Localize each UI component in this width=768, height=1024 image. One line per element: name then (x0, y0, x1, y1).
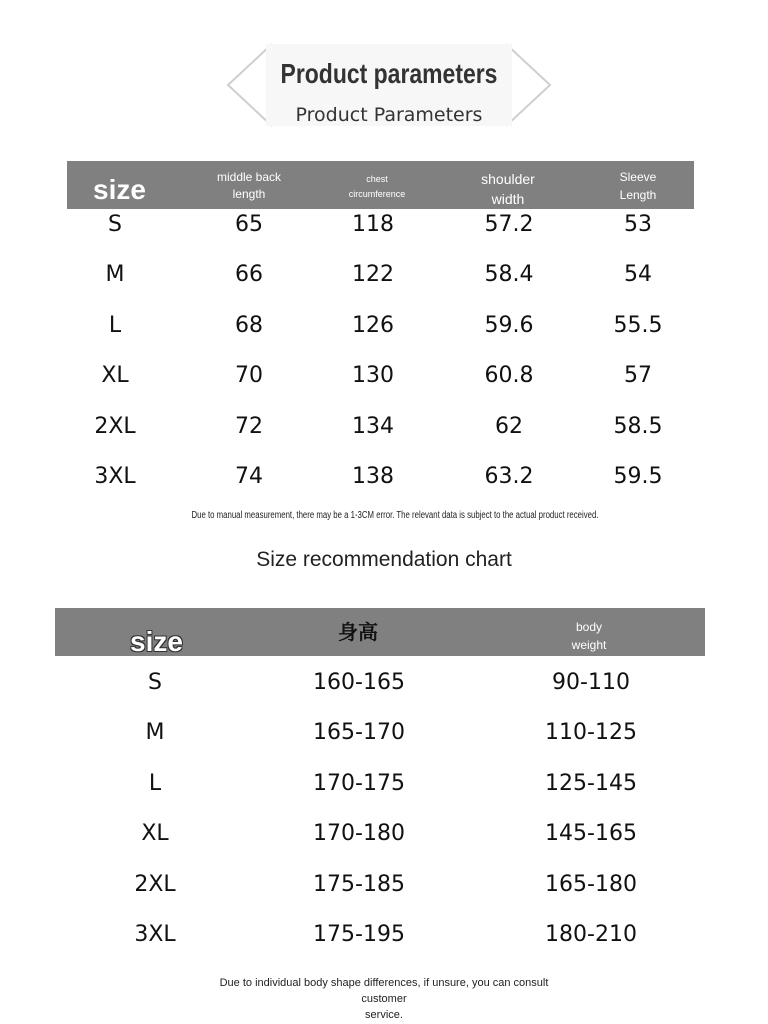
size-cell: S (148, 670, 162, 695)
sleeve-cell: 55.5 (613, 313, 663, 338)
chest-cell: 130 (352, 363, 394, 388)
size-cell: XL (141, 821, 169, 846)
sleeve-cell: 57 (624, 363, 652, 388)
back-length-cell: 74 (235, 464, 263, 489)
size-column-header: size (130, 626, 183, 657)
header-line: length (232, 187, 266, 201)
size-cell: L (148, 771, 162, 796)
sleeve-cell: 58.5 (613, 414, 663, 439)
height-cell: 170-180 (313, 821, 405, 846)
back-length-cell: 65 (235, 212, 263, 237)
height-cell: 160-165 (313, 670, 405, 695)
header-line: Length (619, 188, 657, 202)
header-line: weight (571, 638, 607, 652)
sleeve-cell: 59.5 (613, 464, 663, 489)
height-cell: 175-185 (313, 872, 405, 897)
header-line: middle back (216, 170, 282, 184)
chest-cell: 134 (352, 414, 394, 439)
shoulder-width-header (458, 169, 558, 209)
header-line: Sleeve (619, 170, 657, 184)
weight-cell: 110-125 (545, 720, 637, 745)
note-line: service. (365, 1009, 403, 1021)
weight-cell: 90-110 (552, 670, 630, 695)
size-cell: L (108, 313, 122, 338)
header-line: shoulder (481, 171, 535, 187)
consult-note (200, 975, 568, 1023)
height-cell: 165-170 (313, 720, 405, 745)
sleeve-length-header (588, 168, 688, 204)
measurement-note: Due to manual measurement, there may be a 1-3CM error. The relevant data is subject to the actual product received. (191, 510, 599, 521)
header-line: width (491, 191, 525, 207)
chest-cell: 126 (352, 313, 394, 338)
recommendation-title: Size recommendation chart (256, 548, 512, 571)
height-cell: 170-175 (313, 771, 405, 796)
size-cell: XL (101, 363, 129, 388)
header-line: chest (366, 174, 388, 184)
chest-cell: 122 (352, 262, 394, 287)
back-length-cell: 70 (235, 363, 263, 388)
size-cell: 2XL (94, 414, 136, 439)
back-length-cell: 68 (235, 313, 263, 338)
shoulder-cell: 63.2 (484, 464, 534, 489)
weight-cell: 125-145 (545, 771, 637, 796)
weight-cell: 165-180 (545, 872, 637, 897)
shoulder-cell: 57.2 (484, 212, 534, 237)
header-line: body (575, 620, 603, 634)
sleeve-cell: 53 (624, 212, 652, 237)
size-cell: 3XL (134, 922, 176, 947)
note-line: Due to individual body shape differences, if unsure, you can consult customer (219, 977, 549, 1005)
shoulder-cell: 59.6 (484, 313, 534, 338)
height-header: 身高 (338, 620, 378, 644)
shoulder-cell: 62 (495, 414, 523, 439)
chest-cell: 118 (352, 212, 394, 237)
chest-circumference-header (327, 172, 427, 202)
header-line: circumference (348, 189, 406, 199)
size-cell: 2XL (134, 872, 176, 897)
shoulder-cell: 60.8 (484, 363, 534, 388)
size-cell: S (108, 212, 122, 237)
shoulder-cell: 58.4 (484, 262, 534, 287)
recommendation-table-header (55, 608, 705, 656)
sleeve-cell: 54 (624, 262, 652, 287)
weight-cell: 180-210 (545, 922, 637, 947)
size-cell: M (145, 720, 165, 745)
size-table-header (67, 161, 694, 209)
back-length-cell: 66 (235, 262, 263, 287)
weight-cell: 145-165 (545, 821, 637, 846)
back-length-cell: 72 (235, 414, 263, 439)
page-title: Product parameters (280, 58, 498, 89)
size-cell: M (105, 262, 125, 287)
size-column-header: size (93, 174, 146, 205)
size-cell: 3XL (94, 464, 136, 489)
title-banner (226, 40, 552, 130)
middle-back-length-header (199, 169, 299, 203)
body-weight-header (539, 618, 639, 654)
height-cell: 175-195 (313, 922, 405, 947)
page-subtitle: Product Parameters (295, 104, 483, 126)
chest-cell: 138 (352, 464, 394, 489)
